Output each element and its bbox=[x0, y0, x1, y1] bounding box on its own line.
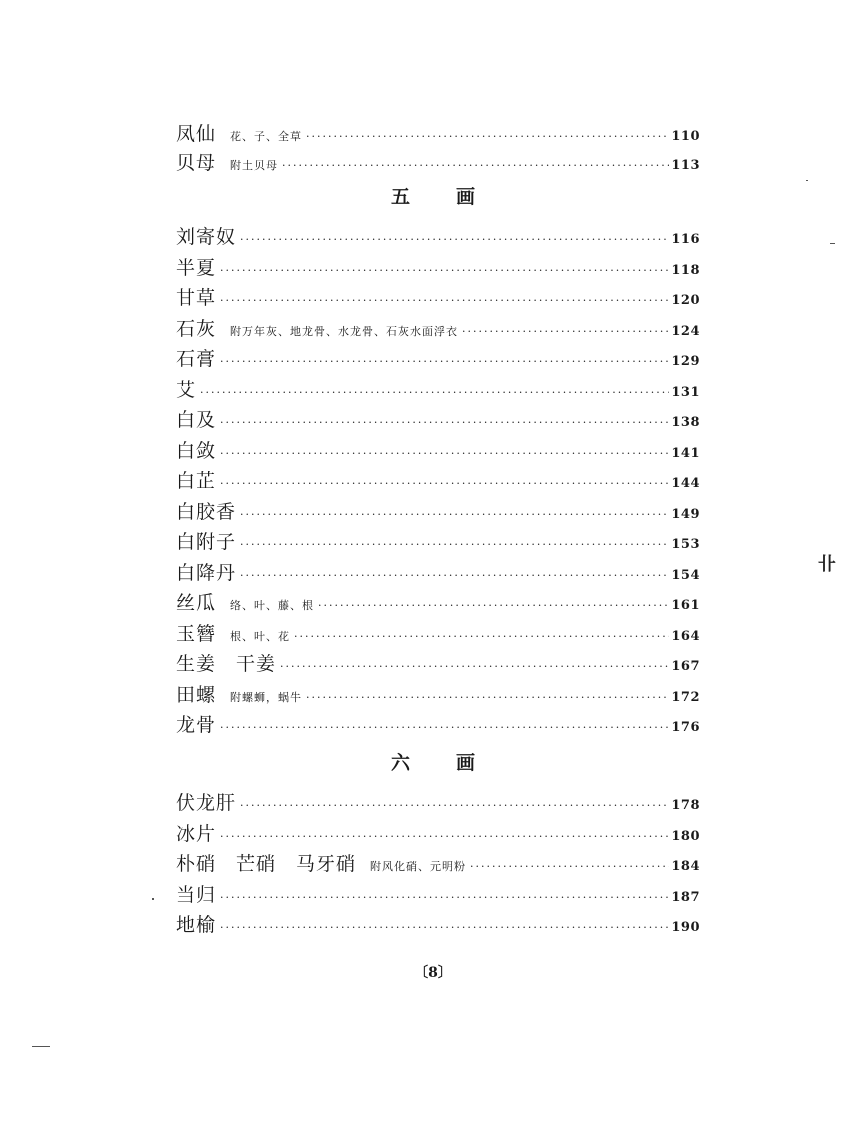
entry-name: 白胶香 bbox=[176, 500, 237, 523]
entry-name: 玉簪 bbox=[176, 622, 217, 645]
toc-entry[interactable] bbox=[176, 649, 700, 680]
entry-name: 冰片 bbox=[176, 822, 217, 845]
toc-entry[interactable] bbox=[176, 120, 700, 149]
entry-name: 生姜 干姜 bbox=[176, 653, 277, 675]
dot-leader bbox=[280, 652, 669, 683]
entry-name: 半夏 bbox=[176, 256, 217, 279]
dot-leader bbox=[220, 822, 669, 853]
entry-name: 白敛 bbox=[176, 439, 217, 462]
entry-page: 141 bbox=[671, 445, 700, 461]
toc-entry[interactable] bbox=[176, 149, 700, 178]
dot-leader bbox=[200, 378, 669, 409]
dot-leader bbox=[220, 347, 669, 378]
dot-leader bbox=[240, 225, 669, 256]
toc-entry[interactable] bbox=[176, 819, 700, 850]
entry-note: 附螺蛳，蜗牛 bbox=[230, 690, 303, 704]
entry-name: 白降丹 bbox=[176, 561, 237, 584]
entry-page: 178 bbox=[671, 798, 700, 813]
entry-name: 朴硝 芒硝 马牙硝 bbox=[176, 853, 357, 875]
toc-entry[interactable] bbox=[176, 880, 700, 911]
entry-name: 凤仙 bbox=[176, 123, 217, 145]
entry-name: 白及 bbox=[176, 409, 217, 431]
entry-page: 129 bbox=[671, 354, 700, 369]
scan-speck bbox=[806, 180, 808, 181]
entry-page: 153 bbox=[671, 537, 700, 552]
toc-entry[interactable] bbox=[176, 222, 700, 253]
dot-leader bbox=[220, 256, 669, 287]
entry-note: 附万年灰、地龙骨、水龙骨、石灰水面浮衣 bbox=[230, 324, 459, 338]
dot-leader bbox=[318, 591, 669, 622]
toc-entry[interactable] bbox=[176, 497, 700, 528]
dot-leader bbox=[240, 530, 669, 561]
scan-speck bbox=[830, 243, 835, 244]
entry-note: 花、子、全草 bbox=[230, 130, 303, 143]
toc-block-top bbox=[176, 120, 700, 178]
page-number: 〔8〕 bbox=[414, 965, 452, 981]
entry-name: 田螺 bbox=[176, 683, 217, 706]
dot-leader bbox=[470, 852, 669, 883]
entry-page: 116 bbox=[671, 232, 700, 247]
dot-leader bbox=[282, 151, 669, 180]
toc-entry[interactable] bbox=[176, 466, 700, 497]
toc-entry[interactable] bbox=[176, 788, 700, 819]
dot-leader bbox=[220, 913, 669, 944]
dot-leader bbox=[220, 469, 669, 500]
entry-page: 149 bbox=[671, 506, 700, 522]
dot-leader bbox=[240, 791, 669, 822]
entry-name: 伏龙肝 bbox=[176, 792, 237, 814]
dot-leader bbox=[220, 713, 669, 744]
scan-speck bbox=[152, 898, 154, 900]
entry-name: 石膏 bbox=[176, 348, 217, 370]
entry-name: 当归 bbox=[176, 883, 217, 906]
entry-page: 187 bbox=[671, 889, 700, 905]
entry-page: 154 bbox=[671, 567, 700, 583]
entry-name: 石灰 bbox=[176, 317, 217, 340]
entry-name: 白芷 bbox=[176, 470, 217, 492]
section-heading-six: 六画 bbox=[390, 752, 521, 774]
entry-name: 白附子 bbox=[176, 531, 237, 553]
dot-leader bbox=[240, 500, 669, 531]
entry-page: 164 bbox=[671, 628, 700, 644]
entry-note: 络、叶、藤、根 bbox=[230, 599, 315, 612]
entry-name: 艾 bbox=[176, 378, 197, 401]
entry-page: 118 bbox=[671, 262, 700, 278]
toc-entry[interactable] bbox=[176, 588, 700, 619]
toc-entry[interactable] bbox=[176, 375, 700, 406]
entry-page: 138 bbox=[671, 415, 700, 430]
entry-page: 110 bbox=[671, 129, 700, 144]
dot-leader bbox=[220, 883, 669, 914]
entry-page: 184 bbox=[671, 859, 700, 874]
dot-leader bbox=[240, 561, 669, 592]
scan-speck bbox=[32, 1046, 50, 1047]
toc-entry[interactable] bbox=[176, 283, 700, 314]
margin-mark: 卝 bbox=[818, 554, 836, 575]
dot-leader bbox=[220, 408, 669, 439]
toc-entry[interactable] bbox=[176, 680, 700, 711]
entry-name: 地榆 bbox=[176, 914, 217, 936]
entry-page: 161 bbox=[671, 598, 700, 613]
entry-page: 172 bbox=[671, 689, 700, 705]
entry-page: 167 bbox=[671, 659, 700, 674]
toc-entry[interactable] bbox=[176, 344, 700, 375]
entry-name: 甘草 bbox=[176, 287, 217, 309]
entry-note: 附土贝母 bbox=[230, 159, 279, 172]
entry-page: 124 bbox=[671, 323, 700, 339]
section-heading-five: 五画 bbox=[390, 186, 521, 208]
dot-leader bbox=[306, 122, 669, 151]
entry-note: 附风化硝、元明粉 bbox=[370, 860, 467, 873]
toc-entry[interactable] bbox=[176, 558, 700, 589]
entry-name: 刘寄奴 bbox=[176, 226, 237, 248]
entry-page: 120 bbox=[671, 293, 700, 308]
entry-page: 190 bbox=[671, 920, 700, 935]
dot-leader bbox=[462, 317, 669, 348]
entry-page: 131 bbox=[671, 384, 700, 400]
dot-leader bbox=[220, 439, 669, 470]
entry-note: 根、叶、花 bbox=[230, 629, 291, 643]
toc-entry[interactable] bbox=[176, 527, 700, 558]
toc-entry[interactable] bbox=[176, 405, 700, 436]
toc-entry[interactable] bbox=[176, 314, 700, 345]
dot-leader bbox=[220, 286, 669, 317]
entry-name: 贝母 bbox=[176, 152, 217, 174]
entry-page: 113 bbox=[671, 158, 700, 173]
toc-entry[interactable] bbox=[176, 710, 700, 741]
toc-entry[interactable] bbox=[176, 619, 700, 650]
toc-entry[interactable] bbox=[176, 253, 700, 284]
entry-page: 180 bbox=[671, 828, 700, 844]
entry-name: 龙骨 bbox=[176, 714, 217, 736]
dot-leader bbox=[306, 683, 669, 714]
toc-entry[interactable] bbox=[176, 910, 700, 941]
entry-name: 丝瓜 bbox=[176, 592, 217, 614]
entry-page: 176 bbox=[671, 720, 700, 735]
dot-leader bbox=[294, 622, 669, 653]
toc-entry[interactable] bbox=[176, 849, 700, 880]
entry-page: 144 bbox=[671, 476, 700, 491]
toc-block-six bbox=[176, 788, 700, 941]
toc-block-five bbox=[176, 222, 700, 741]
toc-entry[interactable] bbox=[176, 436, 700, 467]
